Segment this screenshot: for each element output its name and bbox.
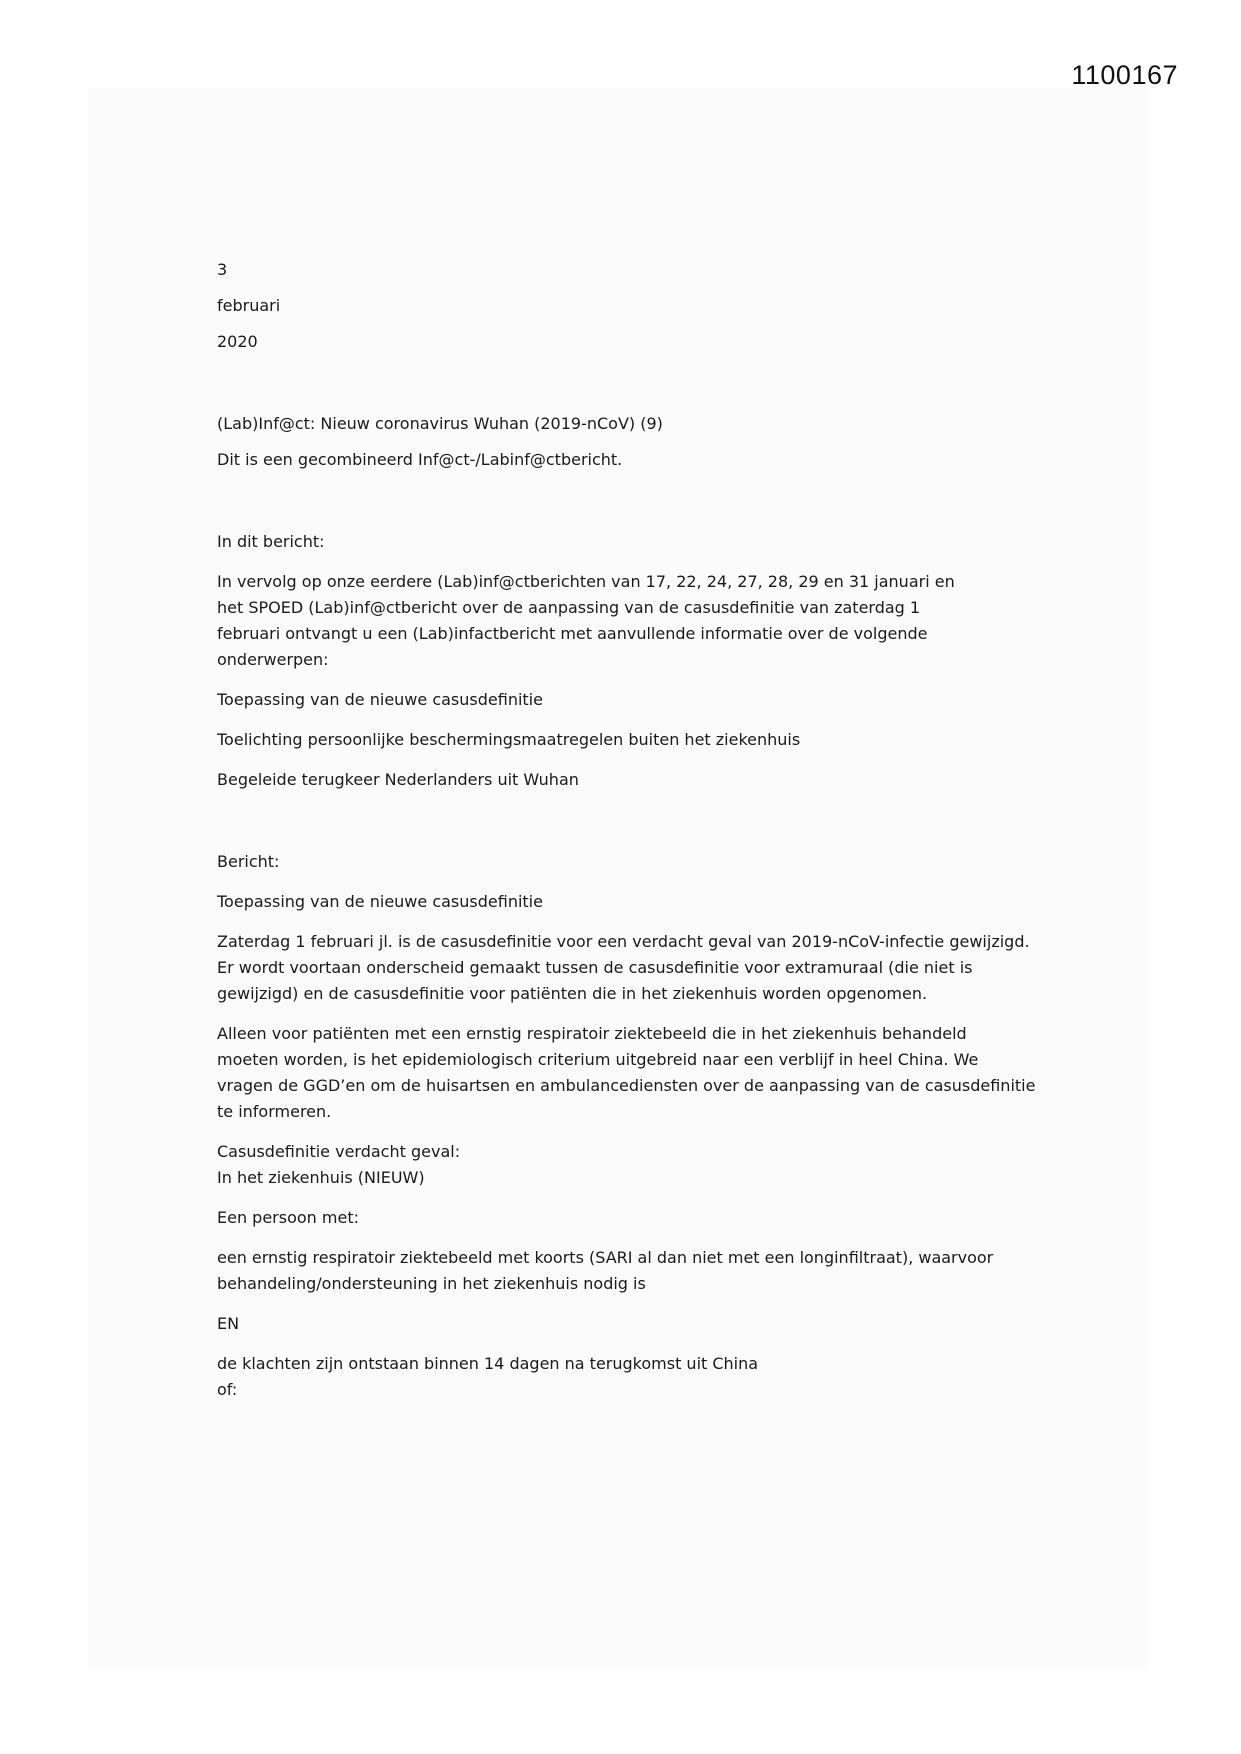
case-definition xyxy=(217,1139,1037,1191)
summary-intro-line: onderwerpen: xyxy=(217,650,329,669)
summary-intro-line: februari ontvangt u een (Lab)infactbericht met aanvullende informatie over de volgende xyxy=(217,624,928,643)
summary-topic: Toelichting persoonlijke beschermingsmaatregelen buiten het ziekenhuis xyxy=(217,730,801,749)
paragraph-line: gewijzigd) en de casusdefinitie voor patiënten die in het ziekenhuis worden opgenomen. xyxy=(217,984,928,1003)
criterion-2 xyxy=(217,1351,1037,1403)
section-title: Toepassing van de nieuwe casusdefinitie xyxy=(217,892,543,911)
paragraph-line: te informeren. xyxy=(217,1102,332,1121)
summary-intro-line: het SPOED (Lab)inf@ctbericht over de aanpassing van de casusdefinitie van zaterdag 1 xyxy=(217,598,921,617)
message-label: Bericht: xyxy=(217,852,280,871)
case-definition-heading: Casusdefinitie verdacht geval: xyxy=(217,1142,461,1161)
summary-intro xyxy=(217,569,1037,673)
summary-label: In dit bericht: xyxy=(217,532,325,551)
criterion-line: behandeling/ondersteuning in het ziekenhuis nodig is xyxy=(217,1274,646,1293)
conjunction-and: EN xyxy=(217,1314,240,1333)
person-intro: Een persoon met: xyxy=(217,1208,359,1227)
paragraph-2 xyxy=(217,1021,1037,1125)
summary-topic: Begeleide terugkeer Nederlanders uit Wuhan xyxy=(217,770,579,789)
paragraph-1 xyxy=(217,929,1037,1007)
paragraph-line: moeten worden, is het epidemiologisch criterium uitgebreid naar een verblijf in heel China. We xyxy=(217,1050,979,1069)
paragraph-line: Er wordt voortaan onderscheid gemaakt tussen de casusdefinitie voor extramuraal (die niet is xyxy=(217,958,973,977)
summary-intro-line: In vervolg op onze eerdere (Lab)inf@ctberichten van 17, 22, 24, 27, 28, 29 en 31 januari en xyxy=(217,572,955,591)
document-body xyxy=(217,257,1037,1403)
paragraph-line: Zaterdag 1 februari jl. is de casusdefinitie voor een verdacht geval van 2019-nCoV-infectie gewijzigd. xyxy=(217,932,1030,951)
paragraph-line: vragen de GGD’en om de huisartsen en ambulancediensten over de aanpassing van de casusdefinitie xyxy=(217,1076,1036,1095)
date-year: 2020 xyxy=(217,332,258,351)
document-id: 1100167 xyxy=(1071,60,1178,90)
date-day: 3 xyxy=(217,260,228,279)
paragraph-line: Alleen voor patiënten met een ernstig respiratoir ziektebeeld die in het ziekenhuis behandeld xyxy=(217,1024,967,1043)
date-block xyxy=(217,257,1037,355)
case-definition-subheading: In het ziekenhuis (NIEUW) xyxy=(217,1168,425,1187)
message-subtitle: Dit is een gecombineerd Inf@ct-/Labinf@ctbericht. xyxy=(217,450,623,469)
message-title: (Lab)Inf@ct: Nieuw coronavirus Wuhan (2019-nCoV) (9) xyxy=(217,414,663,433)
summary-topic: Toepassing van de nieuwe casusdefinitie xyxy=(217,690,543,709)
criterion-line: de klachten zijn ontstaan binnen 14 dagen na terugkomst uit China xyxy=(217,1354,759,1373)
criterion-line: of: xyxy=(217,1380,238,1399)
criterion-line: een ernstig respiratoir ziektebeeld met koorts (SARI al dan niet met een longinfiltraat), waarvoor xyxy=(217,1248,994,1267)
date-month: februari xyxy=(217,296,281,315)
criterion-1 xyxy=(217,1245,1037,1297)
